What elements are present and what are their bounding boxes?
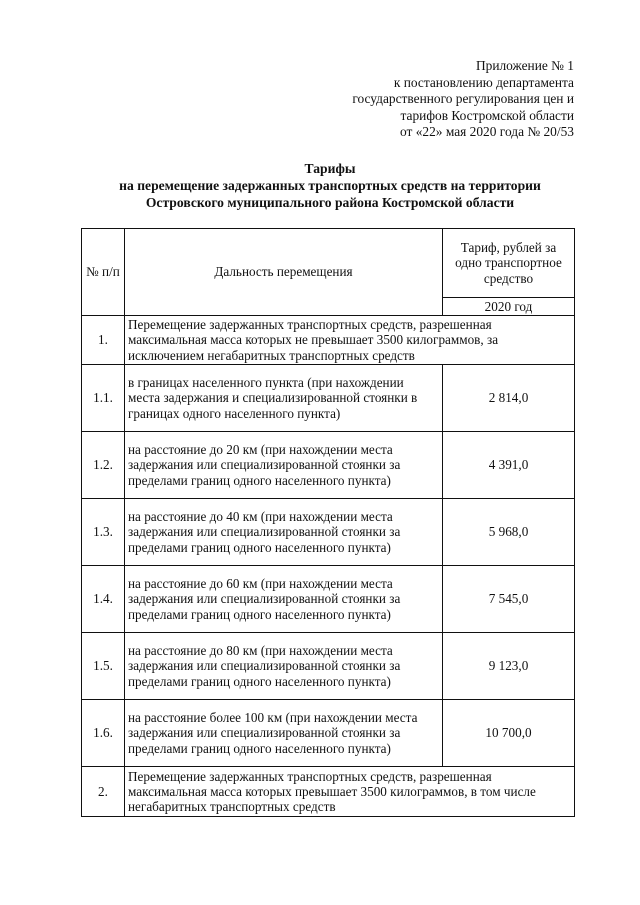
title-line-1: Тарифы <box>304 161 356 176</box>
row-price: 5 968,0 <box>443 499 575 566</box>
row-price: 10 700,0 <box>443 700 575 767</box>
title-line-2: на перемещение задержанных транспортных средств на территории <box>119 177 541 193</box>
row-distance: на расстояние до 40 км (при нахождении места задержания или специализированной стоянки за пределами границ одного населенного пункта) <box>125 499 443 566</box>
row-distance: на расстояние более 100 км (при нахождении места задержания или специализированной стоянки за пределами границ одного населенного пункта) <box>125 700 443 767</box>
row-price: 4 391,0 <box>443 432 575 499</box>
section-row <box>82 767 575 817</box>
annex-line-1: Приложение № 1 <box>475 58 574 73</box>
row-num: 1.3. <box>82 499 125 566</box>
row-num: 1.1. <box>82 365 125 432</box>
table-row <box>82 365 575 432</box>
row-distance: на расстояние до 60 км (при нахождении места задержания или специализированной стоянки за пределами границ одного населенного пункта) <box>125 566 443 633</box>
row-distance: на расстояние до 20 км (при нахождении места задержания или специализированной стоянки за пределами границ одного населенного пункта) <box>125 432 443 499</box>
row-price: 7 545,0 <box>443 566 575 633</box>
header-tariff: Тариф, рублей за одно транспортное средство <box>443 229 575 298</box>
row-num: 1.6. <box>82 700 125 767</box>
section-text: Перемещение задержанных транспортных средств, разрешенная максимальная масса которых не превышает 3500 килограммов, за исключением негабаритных транспортных средств <box>125 316 575 365</box>
row-distance: в границах населенного пункта (при нахождении места задержания и специализированной стоянки в границах одного населенного пункта) <box>125 365 443 432</box>
table-header-row <box>82 229 575 298</box>
table-row <box>82 499 575 566</box>
section-row <box>82 316 575 365</box>
annex-line-3: государственного регулирования цен и <box>352 91 574 107</box>
annex-line-4: тарифов Костромской области <box>400 107 574 123</box>
annex-line-2: к постановлению департамента <box>393 74 574 90</box>
annex-block <box>254 58 574 141</box>
header-num: № п/п <box>82 229 125 316</box>
row-price: 2 814,0 <box>443 365 575 432</box>
table-row <box>82 633 575 700</box>
tariff-table <box>81 228 575 817</box>
section-num: 2. <box>82 767 125 817</box>
header-distance: Дальность перемещения <box>125 229 443 316</box>
row-num: 1.4. <box>82 566 125 633</box>
table-row <box>82 700 575 767</box>
section-text: Перемещение задержанных транспортных средств, разрешенная максимальная масса которых превышает 3500 килограммов, в том числе негабаритных транспортных средств <box>125 767 575 817</box>
header-year: 2020 год <box>443 298 575 316</box>
annex-line-5: от «22» мая 2020 года № 20/53 <box>399 124 574 140</box>
table-row <box>82 432 575 499</box>
table-row <box>82 566 575 633</box>
section-num: 1. <box>82 316 125 365</box>
row-distance: на расстояние до 80 км (при нахождении места задержания или специализированной стоянки за пределами границ одного населенного пункта) <box>125 633 443 700</box>
row-num: 1.5. <box>82 633 125 700</box>
title-line-3: Островского муниципального района Костромской области <box>145 194 515 210</box>
row-price: 9 123,0 <box>443 633 575 700</box>
document-title <box>60 161 600 211</box>
row-num: 1.2. <box>82 432 125 499</box>
